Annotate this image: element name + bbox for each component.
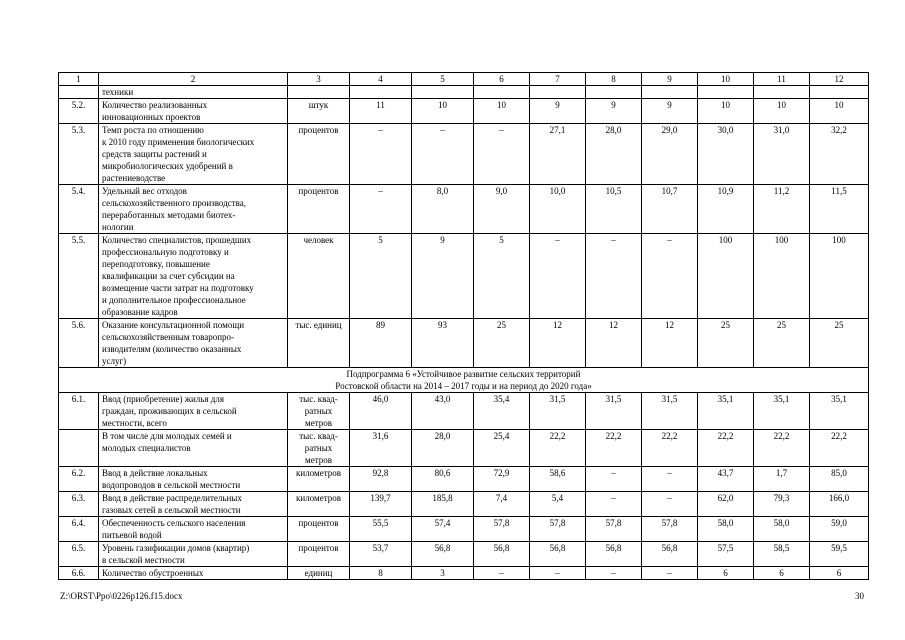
value-cell: 43,7 <box>698 467 754 492</box>
header-cell: 11 <box>754 73 810 86</box>
row-number: 5.3. <box>59 124 99 185</box>
value-cell: 28,0 <box>412 430 474 467</box>
value-cell: – <box>642 467 698 492</box>
value-cell: – <box>642 567 698 580</box>
value-cell: 57,8 <box>642 517 698 542</box>
value-cell: 72,9 <box>474 467 530 492</box>
row-number: 5.5. <box>59 234 99 319</box>
value-cell: 56,8 <box>474 542 530 567</box>
header-cell: 6 <box>474 73 530 86</box>
value-cell: 35,1 <box>810 393 869 430</box>
value-cell: 85,0 <box>810 467 869 492</box>
value-cell: – <box>350 185 412 234</box>
value-cell: 59,5 <box>810 542 869 567</box>
value-cell: 57,8 <box>530 517 586 542</box>
value-cell: 22,2 <box>530 430 586 467</box>
header-cell: 4 <box>350 73 412 86</box>
row-number: 5.2. <box>59 99 99 124</box>
value-cell: 30,0 <box>698 124 754 185</box>
header-cell: 3 <box>288 73 350 86</box>
value-cell: 31,5 <box>642 393 698 430</box>
value-cell: 10,5 <box>586 185 642 234</box>
value-cell: 93 <box>412 319 474 368</box>
value-cell: 10 <box>412 99 474 124</box>
value-cell: 92,8 <box>350 467 412 492</box>
value-cell: 35,1 <box>754 393 810 430</box>
unit: километров <box>288 467 350 492</box>
footer-file-path: Z:\ORST\Ppo\0226p126.f15.docx <box>60 591 183 601</box>
value-cell: – <box>350 124 412 185</box>
header-cell: 7 <box>530 73 586 86</box>
value-cell: 5 <box>474 234 530 319</box>
indicator-name: Обеспеченность сельского населения питьевой водой <box>99 517 288 542</box>
value-cell <box>698 86 754 99</box>
value-cell <box>412 86 474 99</box>
table-row <box>59 517 869 542</box>
value-cell <box>642 86 698 99</box>
value-cell: 59,0 <box>810 517 869 542</box>
value-cell: 57,8 <box>586 517 642 542</box>
value-cell: 10 <box>810 99 869 124</box>
value-cell: – <box>586 492 642 517</box>
table-row <box>59 542 869 567</box>
value-cell: 25 <box>698 319 754 368</box>
row-number: 6.1. <box>59 393 99 430</box>
indicator-name: Количество специалистов, прошедших профессиональную подготовку и переподготовку, повышение квалификации за счет субсидии на возмещение части затрат на подготовку и дополнительное профессиональное образование кадров <box>99 234 288 319</box>
value-cell: 31,0 <box>754 124 810 185</box>
value-cell: 58,5 <box>754 542 810 567</box>
value-cell: – <box>586 567 642 580</box>
header-cell: 9 <box>642 73 698 86</box>
value-cell: 53,7 <box>350 542 412 567</box>
value-cell: – <box>586 234 642 319</box>
row-number: 6.4. <box>59 517 99 542</box>
row-number <box>59 430 99 467</box>
value-cell: 35,1 <box>698 393 754 430</box>
table-row <box>59 124 869 185</box>
value-cell: 32,2 <box>810 124 869 185</box>
value-cell: 25,4 <box>474 430 530 467</box>
table-row <box>59 492 869 517</box>
unit: процентов <box>288 542 350 567</box>
subprogram-row <box>59 368 869 393</box>
value-cell: 139,7 <box>350 492 412 517</box>
value-cell: 31,5 <box>530 393 586 430</box>
value-cell: – <box>474 567 530 580</box>
indicator-name: Количество реализованных инновационных проектов <box>99 99 288 124</box>
value-cell <box>474 86 530 99</box>
value-cell: – <box>642 234 698 319</box>
indicator-name: В том числе для молодых семей и молодых специалистов <box>99 430 288 467</box>
value-cell: 6 <box>754 567 810 580</box>
value-cell: – <box>530 567 586 580</box>
value-cell: 166,0 <box>810 492 869 517</box>
indicator-name: Удельный вес отходов сельскохозяйственного производства, переработанных методами биотех- нологии <box>99 185 288 234</box>
unit: процентов <box>288 517 350 542</box>
value-cell: 11 <box>350 99 412 124</box>
value-cell: 8,0 <box>412 185 474 234</box>
value-cell: 100 <box>698 234 754 319</box>
value-cell: 22,2 <box>586 430 642 467</box>
value-cell: 58,6 <box>530 467 586 492</box>
value-cell: 100 <box>754 234 810 319</box>
value-cell: 25 <box>474 319 530 368</box>
header-cell: 1 <box>59 73 99 86</box>
value-cell: 62,0 <box>698 492 754 517</box>
value-cell: 10 <box>698 99 754 124</box>
indicator-name: Количество обустроенных <box>99 567 288 580</box>
unit: процентов <box>288 185 350 234</box>
table-row <box>59 99 869 124</box>
value-cell: 12 <box>530 319 586 368</box>
value-cell: 55,5 <box>350 517 412 542</box>
indicator-name: Уровень газификации домов (квартир) в сельской местности <box>99 542 288 567</box>
value-cell: 11,5 <box>810 185 869 234</box>
unit: тыс. квад- ратных метров <box>288 393 350 430</box>
header-cell: 10 <box>698 73 754 86</box>
unit: километров <box>288 492 350 517</box>
unit: процентов <box>288 124 350 185</box>
indicator-name: Ввод в действие распределительных газовых сетей в сельской местности <box>99 492 288 517</box>
table-row <box>59 467 869 492</box>
value-cell: 43,0 <box>412 393 474 430</box>
value-cell: 1,7 <box>754 467 810 492</box>
value-cell: 5 <box>350 234 412 319</box>
value-cell: 6 <box>810 567 869 580</box>
row-number: 5.4. <box>59 185 99 234</box>
row-number: 6.3. <box>59 492 99 517</box>
indicator-name: Оказание консультационной помощи сельскохозяйственным товаропро- изводителям (количество оказанных услуг) <box>99 319 288 368</box>
value-cell: 35,4 <box>474 393 530 430</box>
value-cell: 185,8 <box>412 492 474 517</box>
unit: единиц <box>288 567 350 580</box>
table-row <box>59 234 869 319</box>
value-cell: 25 <box>754 319 810 368</box>
indicator-name: Темп роста по отношению к 2010 году применения биологических средств защиты растений и микробиологических удобрений в растениеводстве <box>99 124 288 185</box>
value-cell: 9 <box>642 99 698 124</box>
value-cell: 58,0 <box>754 517 810 542</box>
value-cell: 12 <box>642 319 698 368</box>
value-cell: 9 <box>412 234 474 319</box>
value-cell: 89 <box>350 319 412 368</box>
table-row <box>59 567 869 580</box>
value-cell: 6 <box>698 567 754 580</box>
unit: человек <box>288 234 350 319</box>
header-cell: 12 <box>810 73 869 86</box>
unit <box>288 86 350 99</box>
value-cell: 11,2 <box>754 185 810 234</box>
value-cell: 10,9 <box>698 185 754 234</box>
header-cell: 5 <box>412 73 474 86</box>
table-row <box>59 393 869 430</box>
indicator-name: техники <box>99 86 288 99</box>
value-cell: 100 <box>810 234 869 319</box>
value-cell: 7,4 <box>474 492 530 517</box>
value-cell: 57,4 <box>412 517 474 542</box>
value-cell: 5,4 <box>530 492 586 517</box>
value-cell: 29,0 <box>642 124 698 185</box>
value-cell <box>754 86 810 99</box>
value-cell: – <box>474 124 530 185</box>
value-cell: 8 <box>350 567 412 580</box>
row-number: 6.5. <box>59 542 99 567</box>
value-cell: 10 <box>754 99 810 124</box>
value-cell: 22,2 <box>754 430 810 467</box>
value-cell: 28,0 <box>586 124 642 185</box>
value-cell: 10,7 <box>642 185 698 234</box>
value-cell: 57,5 <box>698 542 754 567</box>
table-row <box>59 430 869 467</box>
row-number: 6.6. <box>59 567 99 580</box>
value-cell: 10 <box>474 99 530 124</box>
value-cell: – <box>586 467 642 492</box>
table-row <box>59 319 869 368</box>
value-cell: 10,0 <box>530 185 586 234</box>
value-cell <box>810 86 869 99</box>
value-cell: 80,6 <box>412 467 474 492</box>
value-cell: 56,8 <box>530 542 586 567</box>
table-row <box>59 185 869 234</box>
subprogram-title: Подпрограмма 6 «Устойчивое развитие сельских территорий Ростовской области на 2014 – 2017 годы и на период до 2020 года» <box>59 368 869 393</box>
table-header-row <box>59 73 869 86</box>
page-number: 30 <box>855 591 864 601</box>
table-row <box>59 86 869 99</box>
value-cell <box>530 86 586 99</box>
value-cell: – <box>642 492 698 517</box>
value-cell <box>350 86 412 99</box>
value-cell: 9,0 <box>474 185 530 234</box>
value-cell: 12 <box>586 319 642 368</box>
header-cell: 2 <box>99 73 288 86</box>
value-cell: 22,2 <box>810 430 869 467</box>
indicator-name: Ввод в действие локальных водопроводов в сельской местности <box>99 467 288 492</box>
indicator-name: Ввод (приобретение) жилья для граждан, проживающих в сельской местности, всего <box>99 393 288 430</box>
value-cell: 58,0 <box>698 517 754 542</box>
unit: тыс. квад- ратных метров <box>288 430 350 467</box>
row-number: 6.2. <box>59 467 99 492</box>
value-cell: 9 <box>530 99 586 124</box>
value-cell: 9 <box>586 99 642 124</box>
value-cell: 31,5 <box>586 393 642 430</box>
row-number: 5.6. <box>59 319 99 368</box>
value-cell: 31,6 <box>350 430 412 467</box>
row-number <box>59 86 99 99</box>
value-cell: 22,2 <box>698 430 754 467</box>
value-cell: 25 <box>810 319 869 368</box>
value-cell: – <box>412 124 474 185</box>
value-cell <box>586 86 642 99</box>
value-cell: 56,8 <box>642 542 698 567</box>
indicators-table <box>58 72 869 580</box>
value-cell: 56,8 <box>412 542 474 567</box>
value-cell: 46,0 <box>350 393 412 430</box>
unit: тыс. единиц <box>288 319 350 368</box>
value-cell: 79,3 <box>754 492 810 517</box>
value-cell: 56,8 <box>586 542 642 567</box>
value-cell: 57,8 <box>474 517 530 542</box>
value-cell: 3 <box>412 567 474 580</box>
value-cell: 27,1 <box>530 124 586 185</box>
value-cell: 22,2 <box>642 430 698 467</box>
header-cell: 8 <box>586 73 642 86</box>
unit: штук <box>288 99 350 124</box>
value-cell: – <box>530 234 586 319</box>
